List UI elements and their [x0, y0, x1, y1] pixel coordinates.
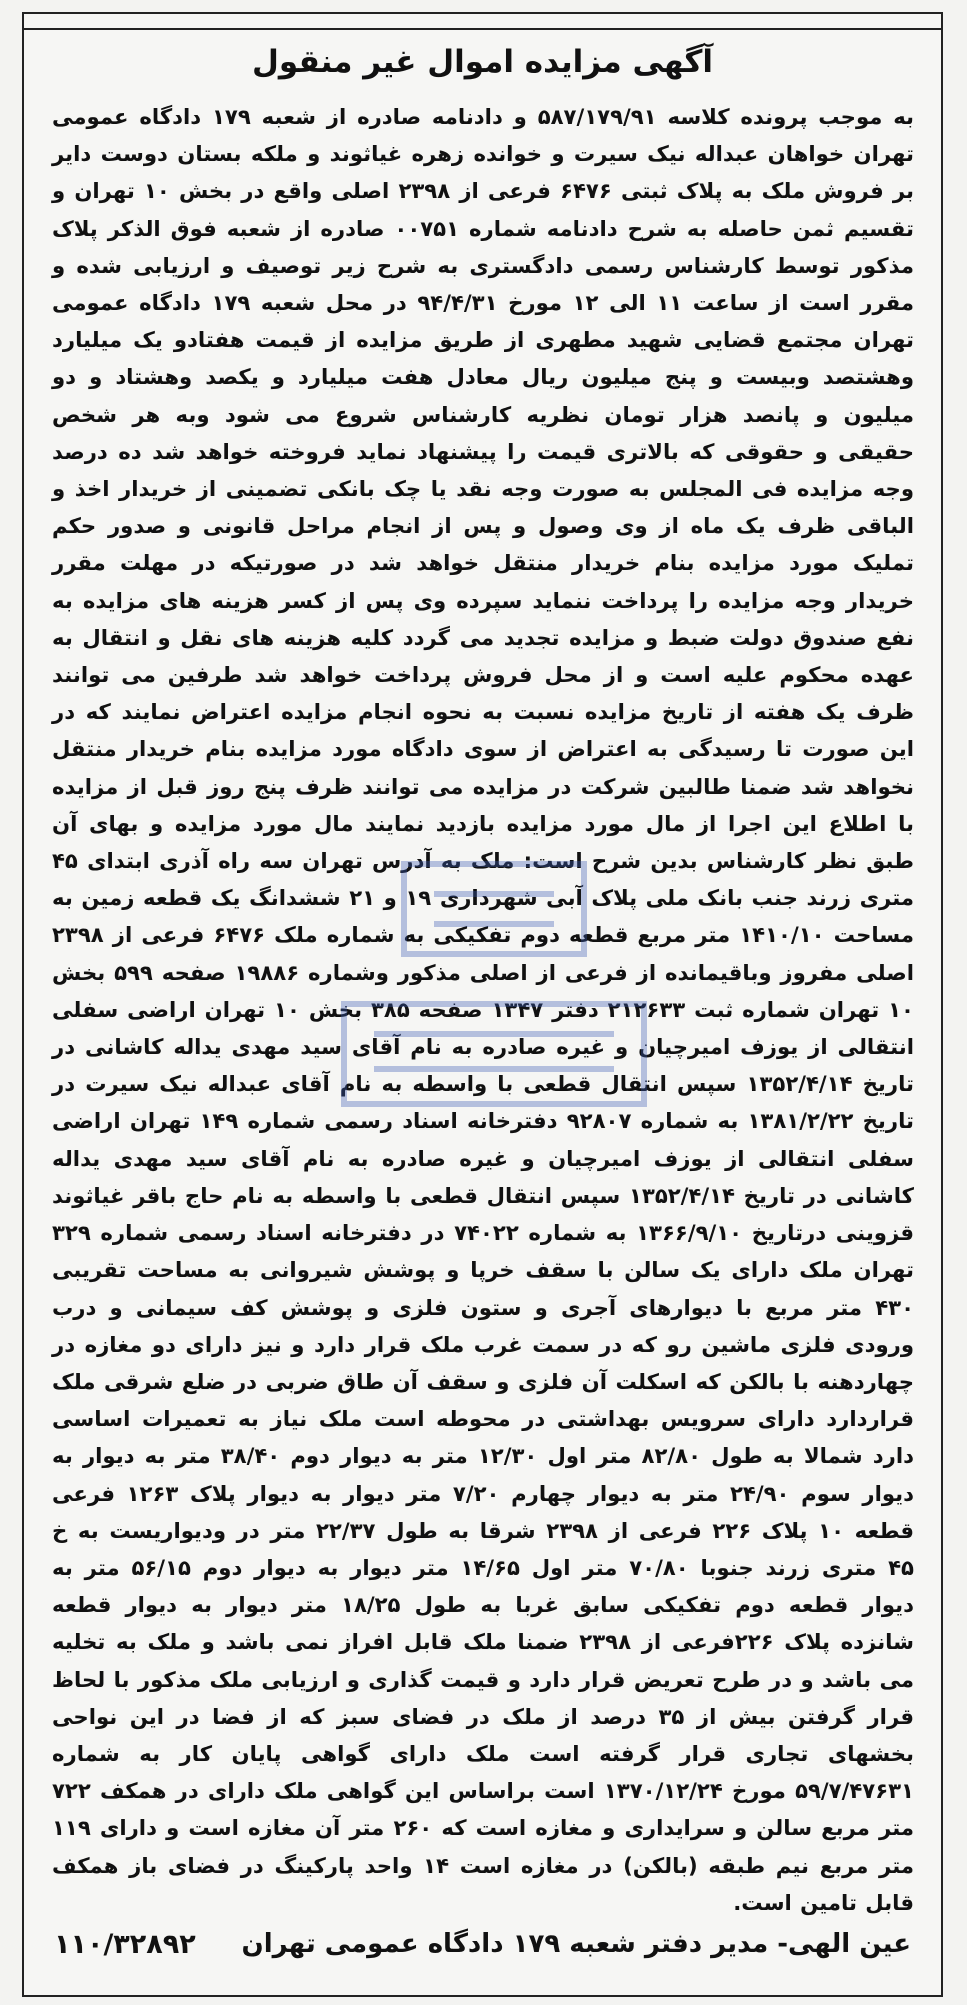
top-rule: [24, 14, 941, 30]
notice-frame: [22, 12, 943, 1997]
signature-line: عین الهی- مدیر دفتر شعبه ۱۷۹ دادگاه عمومی تهران: [241, 1929, 911, 1959]
notice-title: آگهی مزایده اموال غیر منقول: [252, 44, 713, 80]
notice-footer: [54, 1929, 911, 1973]
notice-body: به موجب پرونده کلاسه ۵۸۷/۱۷۹/۹۱ و دادنامه صادره از شعبه ۱۷۹ دادگاه عمومی تهران خواهان عبداله نیک سیرت و خوانده زهره غیاثوند و ملکه بستان دوست دایر بر فروش ملک به پلاک ثبتی ۶۴۷۶ فرعی از ۲۳۹۸ اصلی واقع در بخش ۱۰ تهران و تقسیم ثمن حاصله به شرح دادنامه شماره ۰۰۷۵۱ صادره از شعبه فوق الذکر پلاک مذکور توسط کارشناس رسمی دادگستری به شرح زیر توصیف و ارزیابی شده و مقرر است از ساعت ۱۱ الی ۱۲ مورخ ۹۴/۴/۳۱ در محل شعبه ۱۷۹ دادگاه عمومی تهران مجتمع قضایی شهید مطهری از طریق مزایده از قیمت هفتادو یک میلیارد وهشتصد وبیست و پنج میلیون ریال معادل هفت میلیارد و یکصد وهشتاد و دو میلیون و پانصد هزار تومان نظریه کارشناس شروع می شود وبه هر شخص حقیقی و حقوقی که بالاتری قیمت را پیشنهاد نماید فروخته خواهد شد ده درصد وجه مزایده فی المجلس به صورت وجه نقد یا چک بانکی تضمینی از خریدار اخذ و الباقی ظرف یک ماه از وی وصول و پس از انجام مراحل قانونی و صدور حکم تملیک مورد مزایده بنام خریدار منتقل خواهد شد در صورتیکه در مهلت مقرر خریدار وجه مزایده را پرداخت ننماید سپرده وی پس از کسر هزینه های مزایده به نفع صندوق دولت ضبط و مزایده تجدید می گردد کلیه هزینه های نقل و انتقال به عهده محکوم علیه است و از محل فروش پرداخت خواهد شد طرفین می توانند ظرف یک هفته از تاریخ مزایده نسبت به نحوه انجام مزایده اعتراض نمایند که در این صورت تا رسیدگی به اعتراض از سوی دادگاه مورد مزایده بنام خریدار منتقل نخواهد شد ضمنا طالبین شرکت در مزایده می توانند ظرف پنج روز قبل از مزایده با اطلاع این اجرا از مال مورد مزایده بازدید نمایند مال مورد مزایده و بهای آن طبق نظر کارشناس بدین شرح است: ملک به آدرس تهران سه راه آذری ابتدای ۴۵ متری زرند جنب بانک ملی پلاک آبی شهرداری ۱۹ و ۲۱ ششدانگ یک قطعه زمین به مساحت ۱۴۱۰/۱۰ متر مربع قطعه دوم تفکیکی به شماره ملک ۶۴۷۶ فرعی از ۲۳۹۸ اصلی مفروز وباقیمانده از فرعی از اصلی مذکور وشماره ۱۹۸۸۶ صفحه ۵۹۹ بخش ۱۰ تهران شماره ثبت ۲۱۲۶۳۳ دفتر ۱۳۴۷ صفحه ۳۸۵ بخش ۱۰ تهران اراضی سفلی انتقالی از یوزف امیرچیان و غیره صادره به نام آقای سید مهدی یداله کاشانی در تاریخ ۱۳۵۲/۴/۱۴ سپس انتقال قطعی با واسطه به نام آقای عبداله نیک سیرت در تاریخ ۱۳۸۱/۲/۲۲ به شماره ۹۲۸۰۷ دفترخانه اسناد رسمی شماره ۱۴۹ تهران اراضی سفلی انتقالی از یوزف امیرچیان و غیره صادره به نام آقای سید مهدی یداله کاشانی در تاریخ ۱۳۵۲/۴/۱۴ سپس انتقال قطعی با واسطه به نام حاج باقر غیاثوند قزوینی درتاریخ ۱۳۶۶/۹/۱۰ به شماره ۷۴۰۲۲ در دفترخانه اسناد رسمی شماره ۳۲۹ تهران ملک دارای یک سالن با سقف خرپا و پوشش شیروانی به مساحت تقریبی ۴۳۰ متر مربع با دیوارهای آجری و ستون فلزی و پوشش کف سیمانی و درب ورودی فلزی ماشین رو که در سمت غرب ملک قرار دارد و نیز دارای دو مغازه در چهاردهنه با بالکن که اسکلت آن فلزی و سقف آن طاق ضربی در ضلع شرقی ملک قراردارد دارای سرویس بهداشتی در محوطه است ملک نیاز به تعمیرات اساسی دارد شمالا به طول ۸۲/۸۰ متر اول ۱۲/۳۰ متر به دیوار دوم ۳۸/۴۰ متر به دیوار به دیوار سوم ۲۴/۹۰ متر به دیوار چهارم ۷/۲۰ متر دیوار به دیوار پلاک ۱۲۶۳ فرعی قطعه ۱۰ پلاک ۲۲۶ فرعی از ۲۳۹۸ شرقا به طول ۲۲/۳۷ متر در ودیواریست به خ ۴۵ متری زرند جنوبا ۷۰/۸۰ متر اول ۱۴/۶۵ متر دیوار به دیوار دوم ۵۶/۱۵ متر به دیوار قطعه دوم تفکیکی سابق غربا به طول ۱۸/۲۵ متر دیوار به دیوار قطعه شانزده پلاک ۲۲۶فرعی از ۲۳۹۸ ضمنا ملک قابل افراز نمی باشد و ملک به تخلیه می باشد و در طرح تعریض قرار دارد و قیمت گذاری و ارزیابی ملک مذکور با لحاظ قرار گرفتن بیش از ۳۵ درصد از ملک در فضای سبز که از فضا در این نواحی بخشهای تجاری قرار گرفته است ملک دارای گواهی پایان کار به شماره ۵۹/۷/۴۷۶۳۱ مورخ ۱۳۷۰/۱۲/۲۴ است براساس این گواهی ملک دارای در همکف ۷۲۲ متر مربع سالن و سرایداری و مغازه است که ۲۶۰ متر آن مغازه است و دارای ۱۱۹ متر مربع نیم طبقه (بالکن) در مغازه است ۱۴ واحد پارکینگ در فضای باز همکف قابل تامین است.: [52, 104, 915, 1915]
notice-code: ۱۱۰/۳۲۸۹۲: [54, 1929, 196, 1960]
